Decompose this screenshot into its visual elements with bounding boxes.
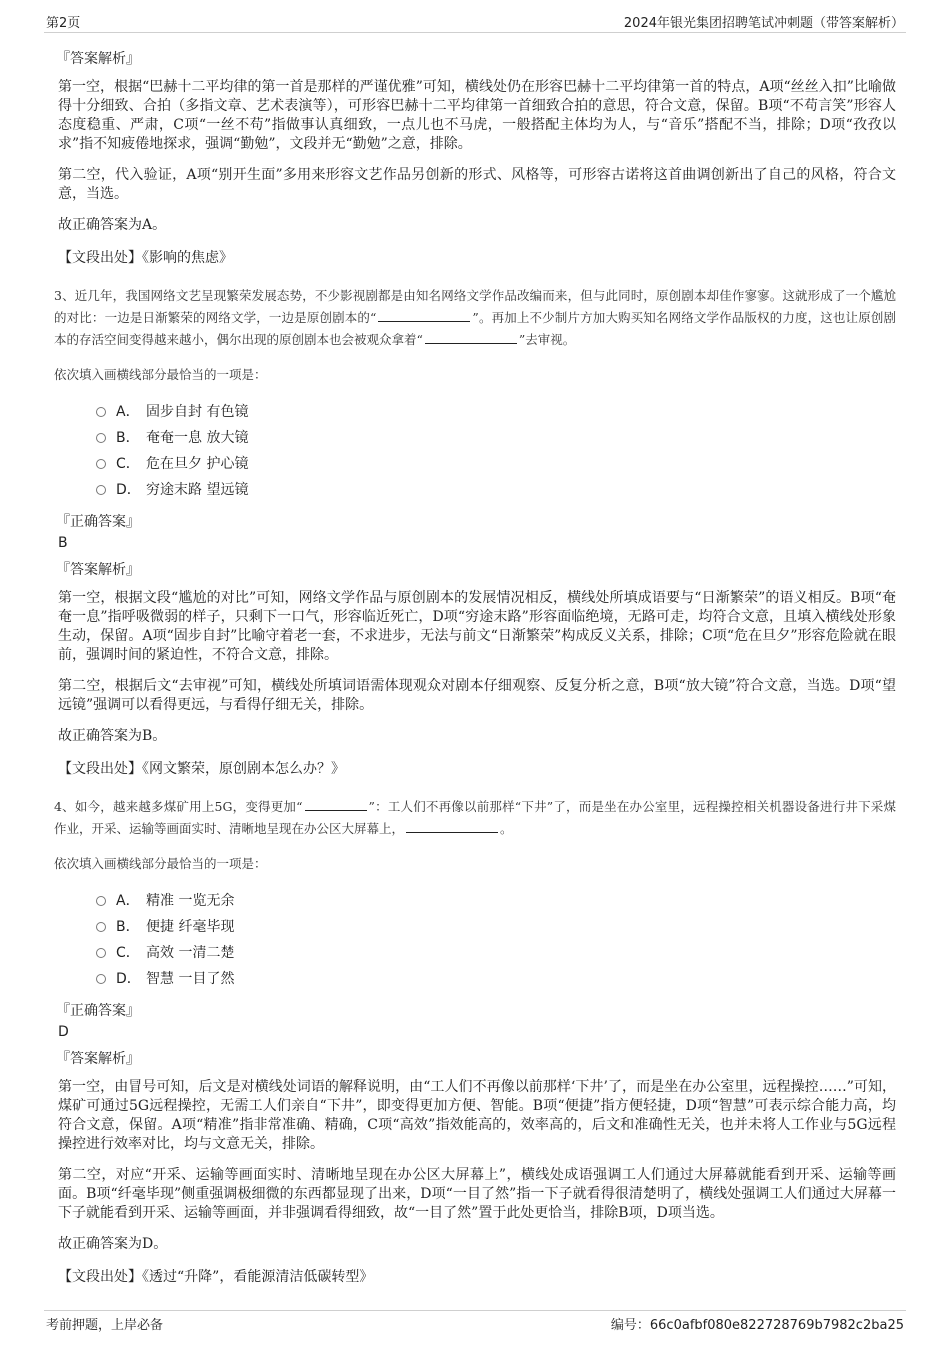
correct-answer-label: 『正确答案』	[56, 514, 140, 530]
question-4-stem: 4、如今，越来越多煤矿用上5G，变得更加“ ”：工人们不再像以前那样“下井”了，而是坐在办公室里，远程操控相关机器设备进行井下采煤作业，开采、运输等画面实时、清晰地呈现在办公区大屏幕上， 。	[54, 799, 896, 836]
correct-answer: B	[58, 535, 68, 551]
option-c[interactable]: C． 危在旦夕 护心镜	[96, 451, 896, 477]
blank-line	[305, 798, 367, 811]
analysis-paragraph: 第二空，根据后文“去审视”可知，横线处所填词语需体现观众对剧本仔细观察、反复分析之意，B项“放大镜”符合文意，当选。D项“望远镜”强调可以看得更远，与看得仔细无关，排除。	[58, 678, 896, 713]
document-id: 编号：66c0afbf080e822728769b7982c2ba25	[610, 1318, 904, 1333]
radio-icon[interactable]	[96, 896, 106, 906]
passage-source: 【文段出处】《影响的焦虑》	[58, 250, 233, 266]
question-3-options	[96, 399, 896, 503]
option-d[interactable]: D． 穷途末路 望远镜	[96, 477, 896, 503]
analysis-label: 『答案解析』	[56, 51, 140, 67]
question-3-stem: 3、近几年，我国网络文艺呈现繁荣发展态势，不少影视剧都是由知名网络文学作品改编而来，但与此同时，原创剧本却佳作寥寥。这就形成了一个尴尬的对比：一边是日渐繁荣的网络文学，一边是原创剧本的“ ”。再加上不少制片方加大购买知名网络文学作品版权的力度，这也让原创剧本的存活空间变得越来越小，偶尔出现的原创剧本也会被观众拿着“ ”去审视。	[54, 288, 896, 347]
option-c[interactable]: C． 高效 一清二楚	[96, 940, 896, 966]
correct-answer: D	[58, 1024, 69, 1040]
page-header	[44, 10, 906, 33]
passage-source: 【文段出处】《网文繁荣，原创剧本怎么办？》	[58, 761, 345, 777]
passage-source: 【文段出处】《透过“升降”，看能源清洁低碳转型》	[58, 1269, 374, 1285]
option-b[interactable]: B． 奄奄一息 放大镜	[96, 425, 896, 451]
question-instruction: 依次填入画横线部分最恰当的一项是：	[54, 367, 267, 382]
option-a[interactable]: A． 固步自封 有色镜	[96, 399, 896, 425]
footer-slogan: 考前押题，上岸必备	[46, 1318, 164, 1333]
radio-icon[interactable]	[96, 485, 106, 495]
option-b[interactable]: B． 便捷 纤毫毕现	[96, 914, 896, 940]
radio-icon[interactable]	[96, 948, 106, 958]
analysis-paragraph: 第二空，代入验证，A项“别开生面”多用来形容文艺作品另创新的形式、风格等，可形容古诺将这首曲调创新出了自己的风格，符合文意，当选。	[58, 167, 896, 202]
option-a[interactable]: A． 精准 一览无余	[96, 888, 896, 914]
question-instruction: 依次填入画横线部分最恰当的一项是：	[54, 856, 267, 871]
blank-line	[378, 309, 470, 322]
analysis-label: 『答案解析』	[56, 1051, 140, 1067]
analysis-paragraph: 第二空，对应“开采、运输等画面实时、清晰地呈现在办公区大屏幕上”，横线处成语强调工人们通过大屏幕就能看到开采、运输等画面。B项“纤毫毕现”侧重强调极细微的东西都显现了出来，D项“一目了然”指一下子就看得很清楚明了，横线处强调工人们通过大屏幕一下子就能看到开采、运输等画面，并非强调看得细致，故“一目了然”置于此处更恰当，排除B项，D项当选。	[58, 1167, 896, 1221]
radio-icon[interactable]	[96, 974, 106, 984]
document-title: 2024年银光集团招聘笔试冲刺题（带答案解析）	[623, 16, 904, 31]
radio-icon[interactable]	[96, 433, 106, 443]
radio-icon[interactable]	[96, 922, 106, 932]
question-4-options	[96, 888, 896, 992]
answer-conclusion: 故正确答案为B。	[58, 728, 167, 744]
blank-line	[406, 820, 498, 833]
page-number: 第2页	[46, 16, 81, 31]
page-content	[56, 40, 896, 1298]
analysis-paragraph: 第一空，根据“巴赫十二平均律的第一首是那样的严谨优雅”可知，横线处仍在形容巴赫十二平均律第一首的特点，A项“丝丝入扣”比喻做得十分细致、合拍（多指文章、艺术表演等），可形容巴赫十二平均律第一首细致合拍的意思，符合文意，保留。B项“不苟言笑”形容人态度稳重、严肃，C项“一丝不苟”指做事认真细致，一点儿也不马虎，一般搭配主体均为人，与“音乐”搭配不当，排除；D项“孜孜以求”指不知疲倦地探求，强调“勤勉”，文段并无“勤勉”之意，排除。	[58, 79, 896, 152]
answer-conclusion: 故正确答案为A。	[58, 217, 167, 233]
answer-conclusion: 故正确答案为D。	[58, 1236, 168, 1252]
radio-icon[interactable]	[96, 407, 106, 417]
analysis-paragraph: 第一空，由冒号可知，后文是对横线处词语的解释说明，由“工人们不再像以前那样‘下井’了，而是坐在办公室里，远程操控……”可知，煤矿可通过5G远程操控，无需工人们亲自“下井”，即变得更加方便、智能。B项“便捷”指方便轻捷，D项“智慧”可表示综合能力高，均符合文意，保留。A项“精准”指非常准确、精确，C项“高效”指效能高的，效率高的，后文和准确性无关，也并未将人工作业与5G远程操控进行效率对比，均与文意无关，排除。	[58, 1079, 896, 1152]
option-d[interactable]: D． 智慧 一目了然	[96, 966, 896, 992]
analysis-label: 『答案解析』	[56, 562, 140, 578]
page-footer	[44, 1310, 906, 1335]
blank-line	[425, 331, 517, 344]
radio-icon[interactable]	[96, 459, 106, 469]
correct-answer-label: 『正确答案』	[56, 1003, 140, 1019]
analysis-paragraph: 第一空，根据文段“尴尬的对比”可知，网络文学作品与原创剧本的发展情况相反，横线处所填成语要与“日渐繁荣”的语义相反。B项“奄奄一息”指呼吸微弱的样子，只剩下一口气，形容临近死亡，D项“穷途末路”形容面临绝境，无路可走，均符合文意，且填入横线处形象生动，保留。A项“固步自封”比喻守着老一套，不求进步，无法与前文“日渐繁荣”构成反义关系，排除；C项“危在旦夕”形容危险就在眼前，强调时间的紧迫性，不符合文意，排除。	[58, 590, 896, 663]
